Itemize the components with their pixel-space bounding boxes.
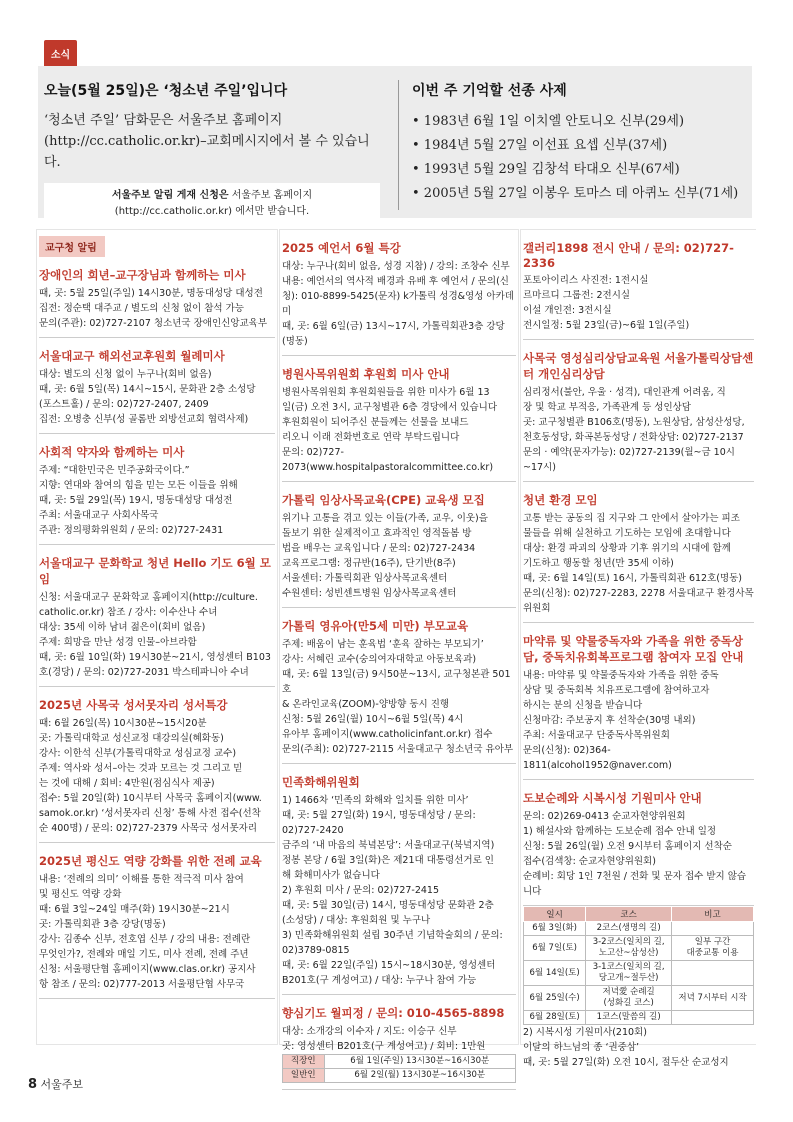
table-header-cell: 일시 (524, 907, 586, 922)
section-line: 대상: 누구나(회비 없음, 성경 지참) / 강의: 조창수 신부 (282, 261, 510, 272)
section-line: 장 및 학교 부적응, 가족관계 등 성인상담 (523, 402, 691, 413)
section-line: catholic.or.kr) 참조 / 강사: 이수산나 수녀 (39, 607, 218, 618)
section-line: 하시는 분의 신청을 받습니다 (523, 700, 643, 711)
section-line: 기도하고 행동할 청년(만 35세 이하) (523, 558, 674, 569)
section-line: 때, 곳: 6월 22일(주일) 15시~18시30분, 영성센터 (282, 960, 496, 971)
section-line: 집전: 정순택 대주교 / 별도의 신청 없이 참석 가능 (39, 303, 244, 314)
table-cell: 일반인 (283, 1069, 325, 1083)
memorial-item: • 1993년 5월 29일 김창석 타대오 신부(67세) (412, 162, 680, 177)
section-line: 때, 곳: 6월 13일(금) 9시50분~13시, 교구청본관 501호 (282, 669, 511, 695)
section-line: 때, 곳: 5월 30일(금) 14시, 명동대성당 문화관 2층 (282, 900, 494, 911)
section-line: 강사: 서혜린 교수(숭의여자대학교 아동보육과) (282, 654, 477, 665)
memorial-title: 이번 주 기억할 선종 사제 (412, 83, 567, 99)
retreat-table (282, 1054, 516, 1083)
column-2 (280, 230, 518, 1080)
notice-text2: (http://cc.catholic.or.kr) 에서만 받습니다. (114, 206, 310, 217)
table-row (524, 922, 754, 936)
section-line: (소성당) / 대상: 후원회원 및 누구나 (282, 915, 431, 926)
section-line: 대상: 별도의 신청 없이 누구나(회비 없음) (39, 369, 212, 380)
section-line: 병원사목위원회 후원회원들을 위한 미사가 6월 13 (282, 387, 490, 398)
section-line: 주최: 서울대교구 단중독사목위원회 (523, 730, 670, 741)
section-title: 마약류 및 약물중독자와 가족을 위한 중독상담, 중독치유회복프로그램 참여자 모집 안내 (523, 634, 744, 664)
section-title: 2025년 사목국 성서못자리 성서특강 (39, 698, 228, 712)
section-line: 때, 곳: 5월 29일(목) 19시, 명동대성당 대성전 (39, 495, 233, 506)
youth-sunday-title: 오늘(5월 25일)은 ‘청소년 주일’입니다 (44, 83, 288, 99)
section-divider (282, 355, 516, 356)
section-line: 및 평신도 역량 강화 (39, 889, 122, 900)
section-line: & 온라인교육(ZOOM)-양방향 동시 진행 (282, 699, 450, 710)
section-line: 대상: 환경 파괴의 상황과 기후 위기의 시대에 함께 (523, 543, 731, 554)
table-cell: 1코스(말씀의 길) (586, 1011, 672, 1025)
section-line: 때, 곳: 6월 14일(토) 16시, 가톨릭회관 612호(명동) (523, 573, 743, 584)
section-line: 순례비: 회당 1인 7천원 / 전화 및 문자 접수 받지 않습니다 (523, 871, 747, 897)
section-line: 곳: 교구청별관 B106호(명동), 노원상담, 삼성산성당, (523, 417, 745, 428)
section-line: 곳: 영성센터 B201호(구 계성여고) / 회비: 1만원 (282, 1041, 486, 1052)
section-line: 때, 곳: 6월 10일(화) 19시30분~21시, 영성센터 B103 (39, 652, 271, 663)
section-line: 이설 개인전: 3전시실 (523, 305, 612, 316)
section-title: 병원사목위원회 후원회 미사 안내 (282, 367, 450, 381)
section-divider (523, 622, 754, 623)
section-title: 서울대교구 문화학교 청년 Hello 기도 6월 모임 (39, 556, 271, 586)
section-line: 내용: 예언서의 역사적 배경과 유배 후 예언서 / 문의(신 (282, 276, 509, 287)
section-line: 2) 후원회 미사 / 문의: 02)727-2415 (282, 885, 440, 896)
section-line: 순 400명) / 문의: 02)727-2379 사목국 성서못자리 (39, 823, 258, 834)
section-line: 대상: 소개강의 이수자 / 지도: 이승구 신부 (282, 1026, 457, 1037)
notice-text: 서울주보 홈페이지 (231, 190, 313, 201)
section-line: 때: 6월 26일(목) 10시30분~15시20분 (39, 718, 207, 729)
section-line: 주제: 희망을 만난 성경 인물–아브라함 (39, 637, 197, 648)
diocese-notice-tag: 교구청 알림 (39, 236, 105, 257)
table-row (524, 961, 754, 986)
table-cell: 6월 7일(토) (524, 936, 586, 961)
section-line: 는 것에 대해 / 회비: 4만원(점심식사 제공) (39, 778, 215, 789)
section-line: 신청: 5월 26일(월) 10시~6월 5일(목) 4시 (282, 714, 464, 725)
section-line: 위기나 고통을 겪고 있는 이들(가족, 교우, 이웃)을 (282, 513, 488, 524)
notice-box (44, 183, 380, 225)
section-line: 상담 및 중독회복 치유프로그램에 참여하고자 (523, 685, 710, 696)
section-line: 항 참조 / 문의: 02)777-2013 서울평단협 사무국 (39, 979, 245, 990)
section-title: 장애인의 희년–교구장님과 함께하는 미사 (39, 268, 246, 282)
section-divider (282, 481, 516, 482)
table-header-row (524, 907, 754, 922)
memorial-item: • 1984년 5월 27일 이선표 요셉 신부(37세) (412, 138, 668, 153)
table-cell (672, 1011, 754, 1025)
section-line: 고통 받는 공동의 집 지구와 그 안에서 살아가는 피조 (523, 513, 740, 524)
section-line: 문의(신청): 02)364-1811(alcohol1952@naver.com) (523, 745, 672, 771)
section-line: 곳: 가톨릭회관 3층 강당(명동) (39, 919, 166, 930)
after-line: 2) 시복시성 기원미사(210회) (523, 1027, 647, 1038)
section-line: 문의(신청): 02)727-2283, 2278 서울대교구 환경사목위원회 (523, 588, 754, 614)
section-divider (523, 339, 754, 340)
section-line: 신청: 5월 26일(월) 오전 9시부터 홈페이지 선착순 (523, 841, 732, 852)
table-cell: 6월 25일(수) (524, 986, 586, 1011)
section-line: 수원센터: 성빈센트병원 임상사목교육센터 (282, 588, 457, 599)
memorial-list (412, 110, 752, 206)
section-title: 가톨릭 임상사목교육(CPE) 교육생 모집 (282, 493, 485, 507)
table-row (524, 1011, 754, 1025)
section-line: B201호(구 계성여고) / 대상: 누구나 참여 가능 (282, 975, 477, 986)
section-line: 주관: 정의평화위원회 / 문의: 02)727-2431 (39, 525, 224, 536)
youth-sunday-text: ‘청소년 주일’ 담화문은 서울주보 홈페이지(http://cc.catholic.or.kr)–교회메시지에서 볼 수 있습니다. (44, 113, 370, 170)
section-tab: 소식 (44, 40, 77, 66)
section-divider (39, 842, 275, 843)
section-line: 신청: 서울대교구 문화학교 홈페이지(http://culture. (39, 592, 258, 603)
section-line: 교육프로그램: 정규반(16주), 단기반(8주) (282, 558, 456, 569)
after-line: 이달의 하느님의 종 ‘권중삼’ (523, 1042, 640, 1053)
table-cell (672, 922, 754, 936)
section-line: 심리정서(불안, 우울 · 성격), 대인관계 어려움, 직 (523, 387, 726, 398)
section-line: 돌보기 위한 실제적이고 효과적인 영적돌봄 방 (282, 528, 472, 539)
section-line: 주제: “대한민국은 민주공화국이다.” (39, 465, 190, 476)
section-line: 내용: ‘전례의 의미’ 이해를 통한 적극적 미사 참여 (39, 874, 244, 885)
section-title: 청년 환경 모임 (523, 493, 598, 507)
table-cell: 6월 3일(화) (524, 922, 586, 936)
table-cell: 직장인 (283, 1055, 325, 1069)
table-cell: 저녁 7시부터 시작 (672, 986, 754, 1011)
table-cell: 일부 구간 대중교통 이용 (672, 936, 754, 961)
table-row (283, 1055, 516, 1069)
after-line: 때, 곳: 5월 27일(화) 오전 10시, 절두산 순교성지 (523, 1057, 729, 1068)
section-line: 물들을 위해 실천하고 기도하는 모임에 초대합니다 (523, 528, 731, 539)
section-line: 천호동성당, 화곡본동성당 / 전화상담: 02)727-2137 (523, 432, 744, 443)
section-line: 문의: 02)269-0413 순교자현양위원회 (523, 811, 686, 822)
section-line: 문의(주최): 02)727-2115 서울대교구 청소년국 유아부 (282, 744, 514, 755)
section-divider (39, 433, 275, 434)
section-divider (282, 607, 516, 608)
section-line: 1) 해설사와 함께하는 도보순례 접수 안내 일정 (523, 826, 717, 837)
section-line: 문의(주관): 02)727-2107 청소년국 장애인신앙교육부 (39, 318, 268, 329)
section-line: 르마르디 그룹전: 2전시실 (523, 290, 631, 301)
section-title: 도보순례와 시복시성 기원미사 안내 (523, 791, 702, 805)
memorial-item: • 2005년 5월 27일 이봉우 토마스 데 아퀴노 신부(71세) (412, 186, 739, 201)
section-title: 가톨릭 영유아(만5세 미만) 부모교육 (282, 619, 469, 633)
section-line: 접수: 5월 20일(화) 10시부터 사목국 홈페이지(www. (39, 793, 262, 804)
column-1 (37, 230, 277, 1044)
section-line: 호(경당) / 문의: 02)727-2031 박스테파니아 수녀 (39, 667, 249, 678)
section-line: 무엇인가?, 전례와 매일 기도, 미사 전례, 전례 주년 (39, 949, 249, 960)
section-line: 서울센터: 가톨릭회관 임상사목교육센터 (282, 573, 448, 584)
section-divider (523, 481, 754, 482)
section-line: 내용: 마약류 및 약물중독자와 가족을 위한 중독 (523, 670, 719, 681)
table-row (283, 1069, 516, 1083)
section-line: 집전: 오병충 신부(성 골롬반 외방선교회 협력사제) (39, 414, 249, 425)
section-line: 주최: 서울대교구 사회사목국 (39, 510, 159, 521)
section-line: 금주의 ‘내 마음의 북녘본당’: 서울대교구(북녘지역) (282, 840, 495, 851)
section-line: 강사: 이한석 신부(가톨릭대학교 성심교정 교수) (39, 748, 237, 759)
table-cell (672, 961, 754, 986)
section-line: 해 화해미사가 없습니다 (282, 870, 380, 881)
table-row (524, 986, 754, 1011)
section-line: 3) 민족화해위원회 설립 30주년 기념학술회의 / 문의: 02)3789-0815 (282, 930, 503, 956)
section-line: 1) 1466차 ‘민족의 화해와 일치를 위한 미사’ (282, 795, 469, 806)
table-cell: 6월 28일(토) (524, 1011, 586, 1025)
column-3 (521, 230, 756, 1068)
section-line: 때, 곳: 6월 6일(금) 13시~17시, 가톨릭회관3층 강당(명동) (282, 321, 505, 347)
section-divider (39, 998, 275, 999)
section-divider (282, 763, 516, 764)
page-footer (28, 1076, 83, 1092)
section-line: 강사: 김종수 신부, 전호엽 신부 / 강의 내용: 전례란 (39, 934, 251, 945)
notice-bold: 서울주보 알림 게재 신청은 (111, 190, 229, 201)
section-line: 일(금) 오전 3시, 교구청별관 6층 경당에서 있습니다 (282, 402, 498, 413)
section-title: 2025년 평신도 역량 강화를 위한 전례 교육 (39, 854, 262, 868)
table-cell: 3-1코스(일치의 길, 당고개~절두산) (586, 961, 672, 986)
section-divider (282, 1089, 516, 1090)
section-line: 주제: 배움이 남는 훈육법 ‘훈육 잘하는 부모되기’ (282, 639, 484, 650)
section-line: 접수(검색창: 순교자현양위원회) (523, 856, 656, 867)
section-line: 때: 6월 3일~24일 매주(화) 19시30분~21시 (39, 904, 230, 915)
section-divider (39, 686, 275, 687)
table-header-cell: 비고 (672, 907, 754, 922)
table-header-cell: 코스 (586, 907, 672, 922)
section-divider (523, 779, 754, 780)
section-divider (39, 544, 275, 545)
section-line: 때, 곳: 6월 5일(목) 14시~15시, 문화관 2층 소성당 (39, 384, 256, 395)
page-number: 8 (28, 1077, 38, 1092)
table-cell: 6월 14일(토) (524, 961, 586, 986)
section-line: 유아부 홈페이지(www.catholicinfant.or.kr) 접수 (282, 729, 493, 740)
table-cell: 2코스(생명의 길) (586, 922, 672, 936)
section-line: 주제: 역사와 성서–아는 것과 모르는 것 그리고 믿 (39, 763, 243, 774)
header-right (412, 80, 752, 206)
section-line: 정봉 본당 / 6월 3일(화)은 제21대 대통령선거로 인 (282, 855, 494, 866)
section-title: 향심기도 월피정 / 문의: 010-4565-8898 (282, 1006, 505, 1020)
section-line: samok.or.kr) ‘성서못자리 신청’ 통해 사전 접수(선착 (39, 808, 261, 819)
section-line: 지향: 연대와 참여의 힘을 믿는 모든 이들을 위해 (39, 480, 238, 491)
table-cell: 6월 1일(주일) 13시30분~16시30분 (324, 1055, 516, 1069)
header-divider (398, 80, 399, 210)
pilgrimage-table (523, 906, 754, 1025)
section-title: 2025 예언서 6월 특강 (282, 241, 401, 255)
table-row (524, 936, 754, 961)
publication-name: 서울주보 (40, 1078, 84, 1091)
table-cell: 저녁愛 순례길 (성화길 코스) (586, 986, 672, 1011)
header-left (44, 80, 384, 225)
table-cell: 6월 2일(월) 13시30분~16시30분 (324, 1069, 516, 1083)
section-line: 신청마감: 주보공지 후 선착순(30명 내외) (523, 715, 696, 726)
section-line: 법을 배우는 교육입니다 / 문의: 02)727-2434 (282, 543, 476, 554)
section-line: 때, 곳: 5월 27일(화) 19시, 명동대성당 / 문의: 02)727-2420 (282, 810, 476, 836)
section-line: 후원회원이 되어주신 분들께는 선물을 보내드 (282, 417, 469, 428)
section-line: 대상: 35세 이하 남녀 젊은이(회비 없음) (39, 622, 206, 633)
section-line: 리오니 이래 전화번호로 연락 부탁드립니다 (282, 432, 460, 443)
section-line: 전시일정: 5월 23일(금)~6월 1일(주일) (523, 320, 690, 331)
section-title: 사회적 약자와 함께하는 미사 (39, 445, 185, 459)
section-title: 서울대교구 해외선교후원회 월례미사 (39, 349, 225, 363)
section-line: 곳: 가톨릭대학교 성신교정 대강의실(혜화동) (39, 733, 224, 744)
section-line: 청): 010-8899-5425(문자) k가톨릭 성경&영성 아카데미 (282, 291, 514, 317)
section-title: 민족화해위원회 (282, 775, 360, 789)
section-line: 신청: 서울평단협 홈페이지(www.clas.or.kr) 공지사 (39, 964, 256, 975)
section-line: 포토아이리스 사진전: 1전시실 (523, 275, 649, 286)
section-line: 문의: 02)727-2073(www.hospitalpastoralcommittee.co.kr) (282, 447, 494, 473)
section-divider (39, 337, 275, 338)
memorial-item: • 1983년 6월 1일 이치엘 안토니오 신부(29세) (412, 114, 685, 129)
section-line: 때, 곳: 5월 25일(주일) 14시30분, 명동대성당 대성전 (39, 288, 263, 299)
section-line: (포스트홀) / 문의: 02)727-2407, 2409 (39, 399, 209, 410)
table-cell: 3-2코스(일치의 길, 노고산~삼성산) (586, 936, 672, 961)
section-divider (282, 994, 516, 995)
section-title: 사목국 영성심리상담교육원 서울가톨릭상담센터 개인심리상담 (523, 351, 754, 381)
section-title: 갤러리1898 전시 안내 / 문의: 02)727-2336 (523, 241, 734, 270)
section-line: 문의 · 예약(문자가능): 02)727-2139(월~금 10시~17시) (523, 447, 735, 473)
